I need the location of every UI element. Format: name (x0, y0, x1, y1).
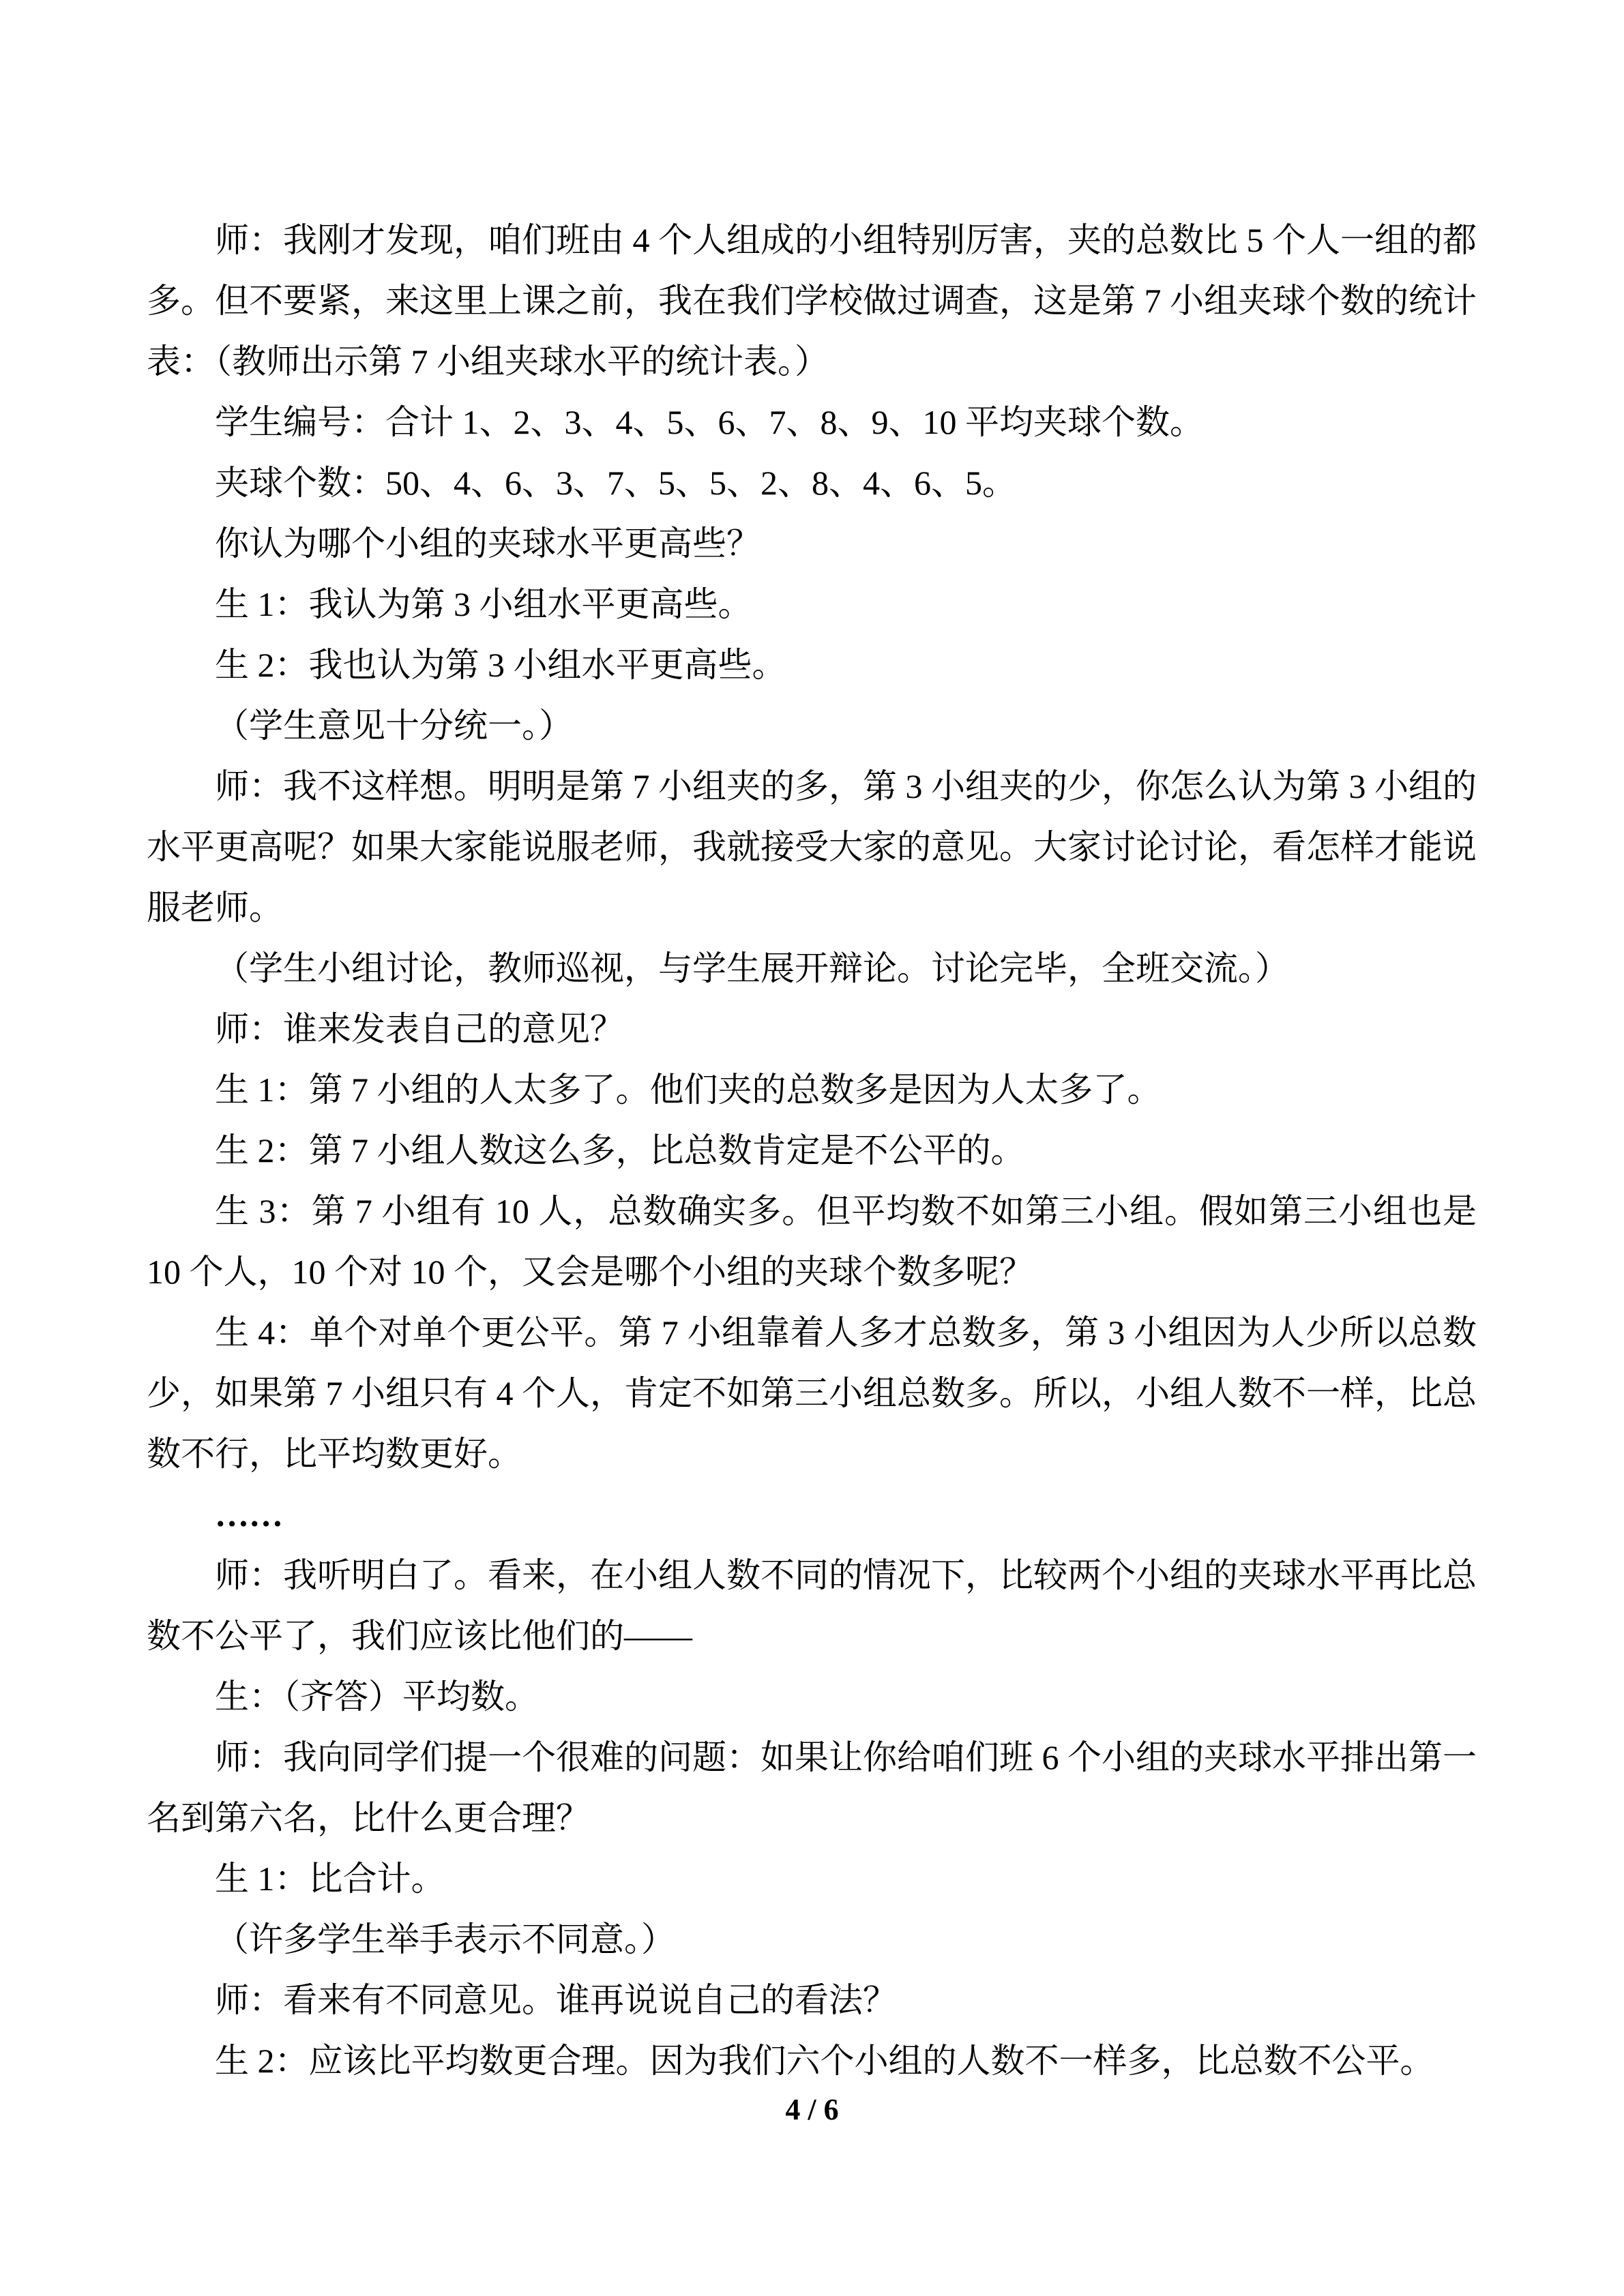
paragraph: 师：我听明白了。看来，在小组人数不同的情况下，比较两个小组的夹球水平再比总数不公平了，我们应该比他们的—— (147, 1556, 1477, 1655)
paragraph: 师：谁来发表自己的意见？ (215, 1010, 624, 1048)
paragraph: 生 1：我认为第 3 小组水平更高些。 (215, 585, 752, 623)
paragraph: 生 1：第 7 小组的人太多了。他们夹的总数多是因为人太多了。 (215, 1071, 1162, 1109)
paragraph: 生 1：比合计。 (215, 1860, 445, 1898)
paragraph: 师：看来有不同意见。谁再说说自己的看法？ (215, 1981, 897, 2019)
paragraph: 师：我向同学们提一个很难的问题：如果让你给咱们班 6 个小组的夹球水平排出第一名到第六名，比什么更合理？ (147, 1738, 1477, 1837)
paragraph: 生 2：应该比平均数更合理。因为我们六个小组的人数不一样多，比总数不公平。 (215, 2042, 1434, 2080)
document-body (147, 210, 1477, 2091)
paragraph: 生 2：第 7 小组人数这么多，比总数肯定是不公平的。 (215, 1131, 1025, 1169)
paragraph: （学生小组讨论，教师巡视，与学生展开辩论。讨论完毕，全班交流。） (215, 949, 1289, 987)
paragraph: 生 2：我也认为第 3 小组水平更高些。 (215, 646, 786, 684)
paragraph: 生 3：第 7 小组有 10 人，总数确实多。但平均数不如第三小组。假如第三小组也是 10 个人，10 个对 10 个，又会是哪个小组的夹球个数多呢？ (147, 1192, 1477, 1291)
paragraph: 生：（齐答）平均数。 (215, 1678, 539, 1716)
paragraph: …… (215, 1495, 283, 1534)
paragraph: 学生编号：合计 1、2、3、4、5、6、7、8、9、10 平均夹球个数。 (215, 403, 1204, 441)
paragraph: 师：我不这样想。明明是第 7 小组夹的多，第 3 小组夹的少，你怎么认为第 3 小组的水平更高呢？如果大家能说服老师，我就接受大家的意见。大家讨论讨论，看怎样才能说服老师。 (147, 767, 1477, 927)
paragraph: 师：我刚才发现，咱们班由 4 个人组成的小组特别厉害，夹的总数比 5 个人一组的都多。但不要紧，来这里上课之前，我在我们学校做过调查，这是第 7 小组夹球个数的统计表：（教师出示第 7 小组夹球水平的统计表。） (147, 221, 1477, 381)
page-number: 4 / 6 (785, 2093, 839, 2126)
paragraph: 生 4：单个对单个更公平。第 7 小组靠着人多才总数多，第 3 小组因为人少所以总数少，如果第 7 小组只有 4 个人，肯定不如第三小组总数多。所以，小组人数不一样，比总数不行，比平均数更好。 (147, 1313, 1477, 1473)
paragraph: 夹球个数：50、4、6、3、7、5、5、2、8、4、6、5。 (215, 464, 1016, 502)
paragraph: 你认为哪个小组的夹球水平更高些？ (215, 524, 761, 563)
paragraph: （学生意见十分统一。） (215, 706, 573, 745)
paragraph: （许多学生举手表示不同意。） (215, 1920, 675, 1958)
